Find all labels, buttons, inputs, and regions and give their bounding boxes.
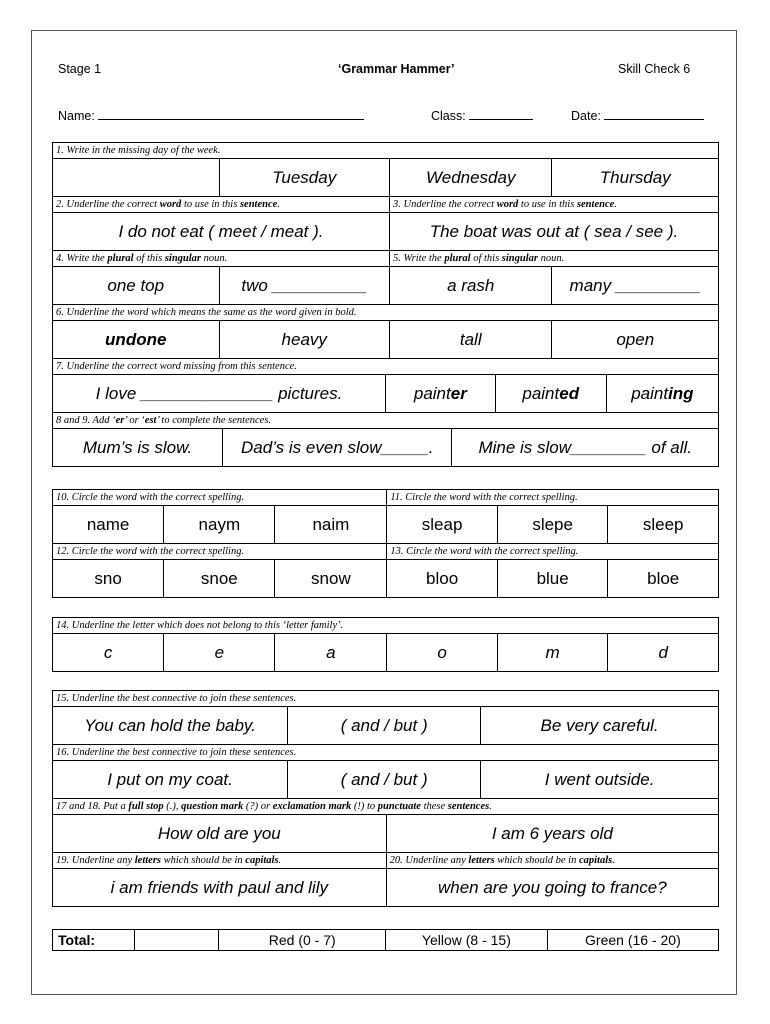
q7-instruction: 7. Underline the correct word missing from this sentence.	[53, 359, 719, 375]
q18-sentence[interactable]: I am 6 years old	[386, 815, 718, 853]
q13-option[interactable]: blue	[497, 560, 608, 598]
q17-sentence[interactable]: How old are you	[53, 815, 387, 853]
q14-letter[interactable]: o	[387, 634, 498, 672]
date-field[interactable]	[571, 108, 704, 123]
q19-sentence[interactable]: i am friends with paul and lily	[53, 869, 387, 907]
q1-day: Wednesday	[389, 159, 552, 197]
worksheet-title: ‘Grammar Hammer’	[338, 62, 455, 76]
q8-row	[53, 429, 719, 467]
section-questions-10-13	[52, 489, 719, 598]
q6-option[interactable]: heavy	[219, 321, 389, 359]
q5-singular: a rash	[389, 267, 552, 305]
q3-sentence[interactable]: The boat was out at ( sea / see ).	[389, 213, 718, 251]
q6-instruction: 6. Underline the word which means the same as the word given in bold.	[53, 305, 719, 321]
q1-day: Thursday	[552, 159, 719, 197]
q10-option[interactable]: naim	[275, 506, 387, 544]
q6-option[interactable]: open	[552, 321, 719, 359]
q17-instruction: 17 and 18. Put a full stop (.), question mark (?) or exclamation mark (!) to punctuate these sentences.	[53, 799, 719, 815]
q3-instruction: 3. Underline the correct word to use in this sentence.	[389, 197, 718, 213]
total-row	[52, 929, 719, 951]
stage-label: Stage 1	[58, 62, 102, 76]
q10-option[interactable]: name	[53, 506, 164, 544]
q14-instruction: 14. Underline the letter which does not belong to this ‘letter family’.	[53, 618, 719, 634]
q9-sentence[interactable]: Mine is slow________ of all.	[478, 437, 693, 457]
q10-option[interactable]: naym	[164, 506, 275, 544]
q8-instruction: 8 and 9. Add ‘er’ or ‘est’ to complete the sentences.	[53, 413, 719, 429]
q5-answer[interactable]: many _________	[552, 267, 719, 305]
q16-instruction: 16. Underline the best connective to join these sentences.	[53, 745, 719, 761]
q1-answer-cell[interactable]	[53, 159, 220, 197]
q1-instruction: 1. Write in the missing day of the week.	[53, 143, 719, 159]
q14-letter[interactable]: d	[608, 634, 719, 672]
q11-instruction: 11. Circle the word with the correct spelling.	[387, 490, 719, 506]
q4-answer[interactable]: two __________	[219, 267, 389, 305]
q10-instruction: 10. Circle the word with the correct spelling.	[53, 490, 387, 506]
q12-option[interactable]: snow	[275, 560, 387, 598]
q2-instruction: 2. Underline the correct word to use in this sentence.	[53, 197, 390, 213]
class-label: Class:	[431, 109, 466, 123]
section-question-14	[52, 617, 719, 672]
skill-check-label: Skill Check 6	[618, 62, 691, 76]
q11-option[interactable]: sleep	[608, 506, 719, 544]
q7-row	[53, 375, 719, 413]
q14-letter[interactable]: e	[164, 634, 275, 672]
section-questions-15-20	[52, 690, 719, 907]
q13-option[interactable]: bloe	[608, 560, 719, 598]
q12-option[interactable]: snoe	[164, 560, 275, 598]
q4-instruction: 4. Write the plural of this singular noun.	[53, 251, 390, 267]
q6-given-word: undone	[53, 321, 220, 359]
q8-sentence: Mum’s is slow.	[53, 429, 223, 466]
q14-letter[interactable]: c	[53, 634, 164, 672]
q15-sentence: You can hold the baby.	[53, 707, 288, 745]
q11-option[interactable]: sleap	[387, 506, 498, 544]
q7-sentence[interactable]: I love ______________ pictures.	[53, 375, 386, 412]
q15-instruction: 15. Underline the best connective to join these sentences.	[53, 691, 719, 707]
class-field[interactable]	[431, 108, 533, 123]
section-questions-1-9	[52, 142, 719, 467]
q12-instruction: 12. Circle the word with the correct spelling.	[53, 544, 387, 560]
band-yellow: Yellow (8 - 15)	[385, 930, 547, 951]
q7-option[interactable]: painting	[631, 383, 694, 403]
q15-connective[interactable]: ( and / but )	[288, 707, 481, 745]
class-line	[469, 108, 533, 120]
q5-instruction: 5. Write the plural of this singular noun.	[389, 251, 718, 267]
q16-connective[interactable]: ( and / but )	[288, 761, 481, 799]
q12-option[interactable]: sno	[53, 560, 164, 598]
q13-instruction: 13. Circle the word with the correct spelling.	[387, 544, 719, 560]
q7-option[interactable]: painter	[386, 375, 496, 412]
q13-option[interactable]: bloo	[387, 560, 498, 598]
name-line	[98, 108, 364, 120]
q19-instruction: 19. Underline any letters which should be in capitals.	[53, 853, 387, 869]
total-score-cell[interactable]	[134, 930, 219, 951]
q11-option[interactable]: slepe	[497, 506, 608, 544]
band-red: Red (0 - 7)	[219, 930, 386, 951]
q16-sentence: I put on my coat.	[53, 761, 288, 799]
q7-option[interactable]: painted	[495, 375, 606, 412]
band-green: Green (16 - 20)	[547, 930, 718, 951]
q14-letter[interactable]: a	[275, 634, 387, 672]
q6-option[interactable]: tall	[389, 321, 552, 359]
q20-sentence[interactable]: when are you going to france?	[386, 869, 718, 907]
q15-sentence: Be very careful.	[481, 707, 719, 745]
name-label: Name:	[58, 109, 95, 123]
date-line	[604, 108, 704, 120]
q16-sentence: I went outside.	[481, 761, 719, 799]
q20-instruction: 20. Underline any letters which should be in capitals.	[386, 853, 718, 869]
name-field[interactable]	[58, 108, 364, 123]
q2-sentence[interactable]: I do not eat ( meet / meat ).	[53, 213, 390, 251]
total-label: Total:	[53, 930, 135, 951]
q14-letter[interactable]: m	[497, 634, 608, 672]
q8-sentence[interactable]: Dad’s is even slow_____.	[223, 429, 452, 466]
date-label: Date:	[571, 109, 601, 123]
q4-singular: one top	[53, 267, 220, 305]
q1-day: Tuesday	[219, 159, 389, 197]
